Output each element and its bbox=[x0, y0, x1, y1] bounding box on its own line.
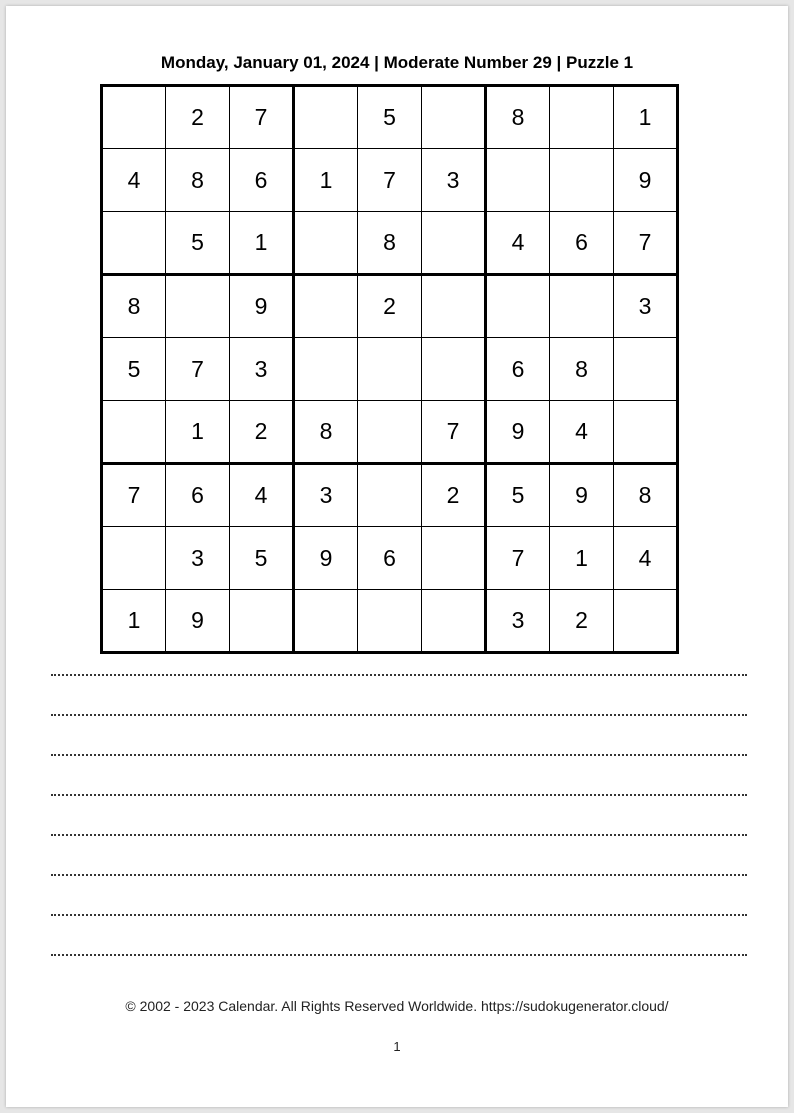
sudoku-cell bbox=[102, 212, 166, 275]
sudoku-cell bbox=[102, 401, 166, 464]
sudoku-cell: 1 bbox=[230, 212, 294, 275]
sudoku-cell bbox=[614, 338, 678, 401]
sudoku-cell bbox=[422, 275, 486, 338]
note-line bbox=[51, 754, 747, 794]
sudoku-cell: 5 bbox=[102, 338, 166, 401]
sudoku-cell: 1 bbox=[166, 401, 230, 464]
sudoku-cell bbox=[422, 212, 486, 275]
sudoku-cell bbox=[294, 275, 358, 338]
sudoku-cell: 3 bbox=[294, 464, 358, 527]
sudoku-cell: 2 bbox=[422, 464, 486, 527]
sudoku-cell bbox=[486, 149, 550, 212]
sudoku-cell: 4 bbox=[486, 212, 550, 275]
sudoku-row bbox=[102, 149, 678, 212]
sudoku-cell: 8 bbox=[550, 338, 614, 401]
sudoku-cell: 7 bbox=[358, 149, 422, 212]
sudoku-cell bbox=[294, 212, 358, 275]
sudoku-cell: 5 bbox=[230, 527, 294, 590]
sudoku-cell: 5 bbox=[358, 86, 422, 149]
sudoku-cell: 1 bbox=[614, 86, 678, 149]
sudoku-cell bbox=[422, 338, 486, 401]
sudoku-cell: 9 bbox=[614, 149, 678, 212]
sudoku-cell bbox=[614, 590, 678, 653]
sudoku-cell: 2 bbox=[230, 401, 294, 464]
sudoku-cell: 8 bbox=[614, 464, 678, 527]
copyright-footer: © 2002 - 2023 Calendar. All Rights Reserved Worldwide. https://sudokugenerator.cloud/ bbox=[125, 998, 669, 1014]
sudoku-cell bbox=[166, 275, 230, 338]
sudoku-cell bbox=[294, 338, 358, 401]
sudoku-row bbox=[102, 275, 678, 338]
sudoku-cell: 2 bbox=[358, 275, 422, 338]
sudoku-cell: 3 bbox=[422, 149, 486, 212]
sudoku-cell: 3 bbox=[486, 590, 550, 653]
sudoku-cell: 4 bbox=[102, 149, 166, 212]
sudoku-cell: 8 bbox=[294, 401, 358, 464]
sudoku-cell bbox=[422, 590, 486, 653]
sudoku-grid-body bbox=[102, 86, 678, 653]
sudoku-cell: 1 bbox=[294, 149, 358, 212]
note-line bbox=[51, 834, 747, 874]
sudoku-cell: 9 bbox=[550, 464, 614, 527]
sudoku-cell bbox=[294, 590, 358, 653]
sudoku-cell bbox=[422, 86, 486, 149]
sudoku-cell: 4 bbox=[614, 527, 678, 590]
sudoku-row bbox=[102, 527, 678, 590]
sudoku-cell bbox=[102, 86, 166, 149]
sudoku-cell: 2 bbox=[166, 86, 230, 149]
note-line bbox=[51, 874, 747, 914]
sudoku-cell: 1 bbox=[102, 590, 166, 653]
sudoku-cell: 1 bbox=[550, 527, 614, 590]
sudoku-cell: 8 bbox=[102, 275, 166, 338]
sudoku-cell: 3 bbox=[230, 338, 294, 401]
sudoku-cell: 7 bbox=[102, 464, 166, 527]
sudoku-cell: 4 bbox=[230, 464, 294, 527]
sudoku-cell: 6 bbox=[486, 338, 550, 401]
sudoku-cell bbox=[358, 338, 422, 401]
sudoku-cell: 8 bbox=[486, 86, 550, 149]
sudoku-cell: 7 bbox=[230, 86, 294, 149]
note-line bbox=[51, 954, 747, 994]
sudoku-cell: 5 bbox=[166, 212, 230, 275]
note-line bbox=[51, 714, 747, 754]
page-number: 1 bbox=[393, 1039, 401, 1054]
note-line bbox=[51, 914, 747, 954]
sudoku-cell: 7 bbox=[614, 212, 678, 275]
note-line bbox=[51, 674, 747, 714]
sudoku-cell: 7 bbox=[422, 401, 486, 464]
sudoku-cell: 8 bbox=[358, 212, 422, 275]
notes-lines bbox=[51, 674, 747, 994]
sudoku-grid bbox=[100, 84, 679, 654]
sudoku-cell bbox=[550, 149, 614, 212]
sudoku-cell: 6 bbox=[230, 149, 294, 212]
sudoku-cell bbox=[550, 275, 614, 338]
sudoku-cell bbox=[294, 86, 358, 149]
sudoku-cell: 2 bbox=[550, 590, 614, 653]
sudoku-cell: 9 bbox=[166, 590, 230, 653]
sudoku-cell bbox=[486, 275, 550, 338]
sudoku-cell bbox=[230, 590, 294, 653]
sudoku-cell: 3 bbox=[614, 275, 678, 338]
sudoku-cell: 3 bbox=[166, 527, 230, 590]
sudoku-cell: 6 bbox=[550, 212, 614, 275]
sudoku-cell bbox=[614, 401, 678, 464]
sudoku-cell bbox=[358, 464, 422, 527]
sudoku-row bbox=[102, 86, 678, 149]
sudoku-row bbox=[102, 338, 678, 401]
sudoku-cell bbox=[550, 86, 614, 149]
sudoku-cell: 6 bbox=[358, 527, 422, 590]
sudoku-cell: 9 bbox=[230, 275, 294, 338]
sudoku-cell bbox=[102, 527, 166, 590]
note-line bbox=[51, 794, 747, 834]
sudoku-cell: 8 bbox=[166, 149, 230, 212]
page-title: Monday, January 01, 2024 | Moderate Number 29 | Puzzle 1 bbox=[160, 53, 634, 72]
sudoku-row bbox=[102, 212, 678, 275]
sudoku-cell: 6 bbox=[166, 464, 230, 527]
sudoku-cell bbox=[358, 590, 422, 653]
sudoku-cell: 4 bbox=[550, 401, 614, 464]
sudoku-cell: 9 bbox=[294, 527, 358, 590]
sudoku-cell: 5 bbox=[486, 464, 550, 527]
sudoku-cell: 7 bbox=[166, 338, 230, 401]
sudoku-cell bbox=[422, 527, 486, 590]
puzzle-page bbox=[6, 6, 788, 1107]
sudoku-row bbox=[102, 464, 678, 527]
sudoku-cell bbox=[358, 401, 422, 464]
sudoku-cell: 9 bbox=[486, 401, 550, 464]
sudoku-row bbox=[102, 590, 678, 653]
sudoku-cell: 7 bbox=[486, 527, 550, 590]
sudoku-row bbox=[102, 401, 678, 464]
